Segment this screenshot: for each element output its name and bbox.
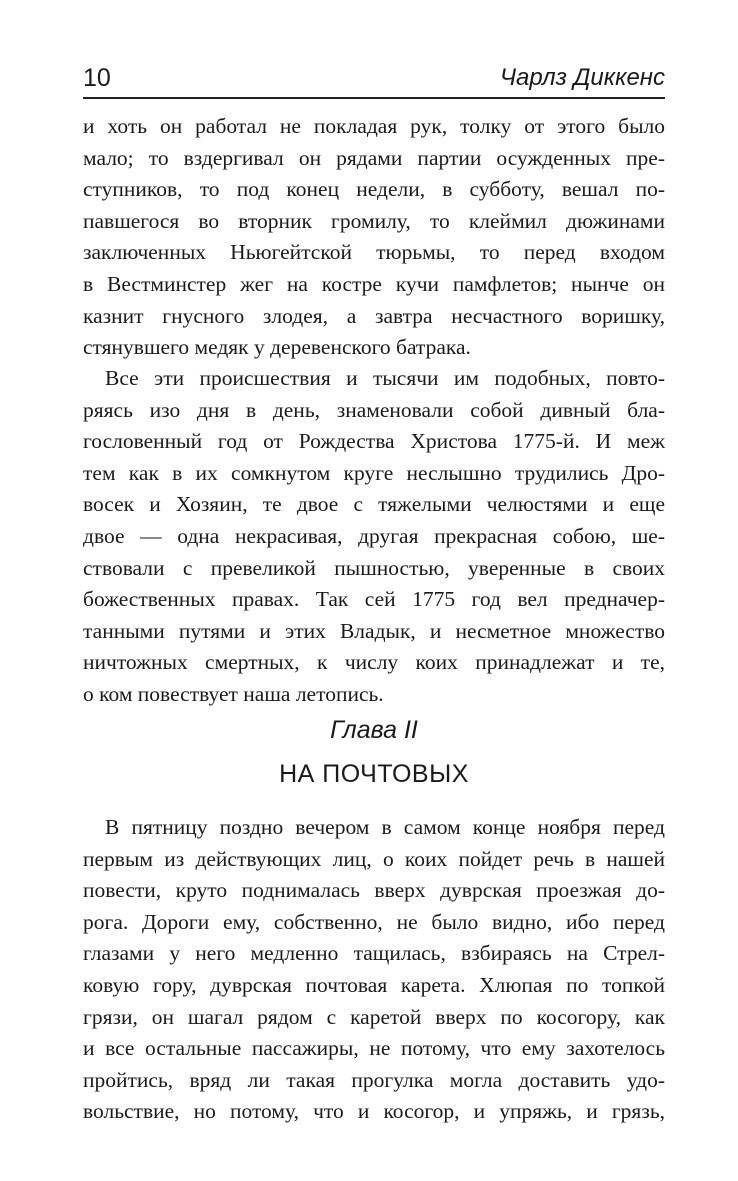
text-line: и хоть он работал не покладая рук, толку от этого было bbox=[83, 114, 665, 138]
text-line: в Вестминстер жег на костре кучи памфлетов; нынче он bbox=[83, 271, 665, 296]
text-line: ступников, то под конец недели, в субботу, вешал по- bbox=[83, 177, 665, 202]
text-line: мало; то вздергивал он рядами партии осужденных пре- bbox=[83, 145, 665, 170]
text-line: танными путями и этих Владык, и несметное множество bbox=[83, 618, 665, 643]
text-line: гословенный год от Рождества Христова 1775-й. И меж bbox=[83, 429, 665, 454]
text-line: павшегося во вторник громилу, то клеймил дюжинами bbox=[83, 208, 665, 233]
text-line: казнит гнусного злодея, а завтра несчастного воришку, bbox=[83, 303, 665, 328]
text-line: рога. Дороги ему, собственно, не было видно, ибо перед bbox=[83, 909, 665, 934]
text-line: ковую гору, дуврская почтовая карета. Хлюпая по топкой bbox=[83, 972, 665, 997]
text-line: божественных правах. Так сей 1775 год вел предначер- bbox=[83, 587, 665, 612]
paragraph bbox=[83, 363, 665, 711]
running-head bbox=[83, 61, 665, 95]
text-line: глазами у него медленно тащилась, взбираясь на Стрел- bbox=[83, 941, 665, 966]
text-line: двое — одна некрасивая, другая прекрасная собою, ше- bbox=[83, 523, 665, 548]
text-line: пройтись, вряд ли такая прогулка могла доставить удо- bbox=[83, 1067, 665, 1092]
text-line: и все остальные пассажиры, не потому, что ему захотелось bbox=[83, 1036, 665, 1061]
text-line: первым из действующих лиц, о коих пойдет речь в нашей bbox=[83, 846, 665, 871]
text-line: В пятницу поздно вечером в самом конце ноября перед bbox=[105, 815, 665, 839]
text-line: ничтожных смертных, к числу коих принадлежат и те, bbox=[83, 650, 665, 675]
text-line: вольствие, но потому, что и косогор, и упряжь, и грязь, bbox=[83, 1099, 665, 1124]
paragraph bbox=[83, 812, 665, 1128]
text-line: о ком повествует наша летопись. bbox=[83, 681, 384, 706]
text-line: стянувшего медяк у деревенского батрака. bbox=[83, 335, 471, 360]
text-line: заключенных Ньюгейтской тюрьмы, то перед входом bbox=[83, 240, 665, 265]
header-rule bbox=[83, 97, 665, 99]
chapter-label: Глава II bbox=[330, 716, 418, 744]
text-line: Все эти происшествия и тысячи им подобных, повто- bbox=[105, 366, 665, 390]
text-line: повести, круто поднималась вверх дуврская проезжая до- bbox=[83, 878, 665, 903]
text-line: ряясь изо дня в день, знаменовали собой дивный бла- bbox=[83, 397, 665, 422]
text-line: ствовали с превеликой пышностью, уверенные в своих bbox=[83, 555, 665, 580]
page-number: 10 bbox=[83, 64, 111, 92]
chapter-title: НА ПОЧТОВЫХ bbox=[279, 760, 469, 788]
running-head-author: Чарлз Диккенс bbox=[499, 64, 665, 91]
text-line: грязи, он шагал рядом с каретой вверх по косогору, как bbox=[83, 1004, 665, 1029]
text-line: тем как в их сомкнутом круге неслышно трудились Дро- bbox=[83, 460, 665, 485]
text-line: восек и Хозяин, те двое с тяжелыми челюстями и еще bbox=[83, 492, 665, 517]
paragraph-continued bbox=[83, 111, 665, 364]
